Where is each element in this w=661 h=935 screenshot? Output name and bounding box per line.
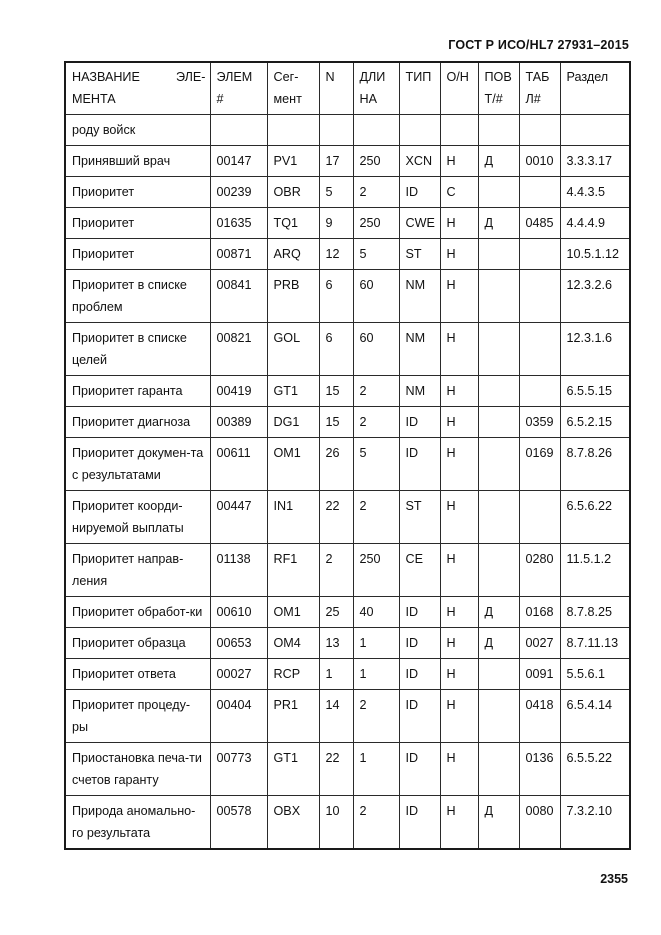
cell-segment: OBX: [267, 796, 319, 850]
cell-element-number: 00389: [210, 407, 267, 438]
cell-n: 22: [319, 743, 353, 796]
header-element-name: [65, 62, 210, 115]
cell-repetition: [478, 407, 519, 438]
header-element-name-line1: НАЗВАНИЕ ЭЛЕ-: [72, 70, 206, 84]
cell-optionality: Н: [440, 597, 478, 628]
cell-type: NM: [399, 323, 440, 376]
cell-element-name: Приоритет в списке проблем: [65, 270, 210, 323]
cell-repetition: [478, 323, 519, 376]
cell-n: 5: [319, 177, 353, 208]
cell-optionality: Н: [440, 690, 478, 743]
cell-element-name: роду войск: [65, 115, 210, 146]
cell-segment: DG1: [267, 407, 319, 438]
table-row: [65, 491, 630, 544]
cell-n: 1: [319, 659, 353, 690]
cell-element-name: Приоритет в списке целей: [65, 323, 210, 376]
cell-n: 10: [319, 796, 353, 850]
cell-n: 9: [319, 208, 353, 239]
table-row: [65, 544, 630, 597]
cell-n: 6: [319, 323, 353, 376]
cell-repetition: [478, 239, 519, 270]
cell-table-number: [519, 270, 560, 323]
cell-element-number: 00821: [210, 323, 267, 376]
cell-element-number: 00871: [210, 239, 267, 270]
cell-optionality: Н: [440, 407, 478, 438]
cell-element-name: Приоритет докумен-та с результатами: [65, 438, 210, 491]
cell-optionality: Н: [440, 438, 478, 491]
cell-optionality: Н: [440, 208, 478, 239]
cell-segment: GT1: [267, 376, 319, 407]
cell-optionality: Н: [440, 544, 478, 597]
table-row: [65, 115, 630, 146]
header-section: Раздел: [560, 62, 630, 115]
cell-section: 8.7.8.26: [560, 438, 630, 491]
cell-optionality: Н: [440, 146, 478, 177]
cell-element-number: 00578: [210, 796, 267, 850]
header-table-number-line2: Л#: [525, 92, 541, 106]
table-row: [65, 177, 630, 208]
cell-table-number: 0027: [519, 628, 560, 659]
table-row: [65, 407, 630, 438]
cell-section: 6.5.6.22: [560, 491, 630, 544]
cell-length: 250: [353, 544, 399, 597]
cell-repetition: [478, 376, 519, 407]
cell-segment: PR1: [267, 690, 319, 743]
cell-length: 1: [353, 659, 399, 690]
cell-length: 2: [353, 407, 399, 438]
table-row: [65, 743, 630, 796]
cell-element-name: Приоритет обработ-ки: [65, 597, 210, 628]
cell-element-name: Приоритет диагноза: [65, 407, 210, 438]
cell-type: NM: [399, 270, 440, 323]
cell-element-number: 00841: [210, 270, 267, 323]
cell-n: 2: [319, 544, 353, 597]
cell-table-number: 0091: [519, 659, 560, 690]
cell-section: 12.3.1.6: [560, 323, 630, 376]
cell-element-name: Приоритет: [65, 239, 210, 270]
data-elements-table: [64, 61, 631, 850]
cell-element-number: 00611: [210, 438, 267, 491]
cell-section: 7.3.2.10: [560, 796, 630, 850]
cell-n: 15: [319, 376, 353, 407]
cell-section: 6.5.4.14: [560, 690, 630, 743]
cell-table-number: [519, 115, 560, 146]
cell-table-number: [519, 323, 560, 376]
cell-type: ID: [399, 597, 440, 628]
cell-segment: GT1: [267, 743, 319, 796]
table-row: [65, 659, 630, 690]
cell-type: XCN: [399, 146, 440, 177]
cell-type: [399, 115, 440, 146]
cell-length: 40: [353, 597, 399, 628]
cell-element-name: Приоритет направ-ления: [65, 544, 210, 597]
cell-length: 250: [353, 208, 399, 239]
header-repetition-line1: ПОВ: [484, 70, 512, 84]
cell-segment: IN1: [267, 491, 319, 544]
header-element-number-line2: #: [216, 92, 224, 106]
cell-segment: GOL: [267, 323, 319, 376]
cell-type: CWE: [399, 208, 440, 239]
cell-table-number: 0169: [519, 438, 560, 491]
cell-optionality: Н: [440, 743, 478, 796]
cell-repetition: [478, 743, 519, 796]
cell-optionality: С: [440, 177, 478, 208]
cell-table-number: [519, 376, 560, 407]
cell-table-number: 0136: [519, 743, 560, 796]
cell-n: 13: [319, 628, 353, 659]
cell-optionality: Н: [440, 239, 478, 270]
cell-repetition: Д: [478, 628, 519, 659]
cell-segment: OM1: [267, 438, 319, 491]
table-row: [65, 323, 630, 376]
cell-section: [560, 115, 630, 146]
cell-n: 17: [319, 146, 353, 177]
header-element-name-line2: МЕНТА: [72, 92, 116, 106]
header-element-number-line1: ЭЛЕМ: [216, 70, 253, 84]
cell-table-number: 0418: [519, 690, 560, 743]
header-table-number: [519, 62, 560, 115]
header-segment: [267, 62, 319, 115]
cell-section: 3.3.3.17: [560, 146, 630, 177]
cell-optionality: Н: [440, 491, 478, 544]
cell-section: 5.5.6.1: [560, 659, 630, 690]
table-row: [65, 438, 630, 491]
cell-segment: OBR: [267, 177, 319, 208]
cell-element-name: Приоритет: [65, 208, 210, 239]
table-row: [65, 270, 630, 323]
cell-type: ST: [399, 239, 440, 270]
cell-section: 12.3.2.6: [560, 270, 630, 323]
cell-element-name: Приостановка печа-ти счетов гаранту: [65, 743, 210, 796]
header-table-number-line1: ТАБ: [525, 70, 550, 84]
cell-type: ID: [399, 177, 440, 208]
cell-repetition: Д: [478, 146, 519, 177]
cell-element-name: Приоритет гаранта: [65, 376, 210, 407]
cell-length: [353, 115, 399, 146]
cell-length: 60: [353, 270, 399, 323]
cell-element-number: 00773: [210, 743, 267, 796]
cell-repetition: [478, 438, 519, 491]
cell-table-number: [519, 491, 560, 544]
cell-length: 250: [353, 146, 399, 177]
cell-element-number: 00027: [210, 659, 267, 690]
cell-type: ID: [399, 628, 440, 659]
cell-type: ID: [399, 659, 440, 690]
cell-element-name: Приоритет процеду-ры: [65, 690, 210, 743]
cell-segment: OM4: [267, 628, 319, 659]
table-row: [65, 208, 630, 239]
cell-section: 8.7.11.13: [560, 628, 630, 659]
cell-n: 26: [319, 438, 353, 491]
cell-table-number: 0359: [519, 407, 560, 438]
cell-table-number: [519, 177, 560, 208]
cell-segment: PV1: [267, 146, 319, 177]
cell-section: 6.5.5.15: [560, 376, 630, 407]
document-standard-title: ГОСТ Р ИСО/HL7 27931–2015: [448, 38, 629, 52]
table-row: [65, 239, 630, 270]
cell-table-number: 0168: [519, 597, 560, 628]
cell-segment: TQ1: [267, 208, 319, 239]
cell-repetition: [478, 491, 519, 544]
cell-repetition: [478, 690, 519, 743]
header-length: [353, 62, 399, 115]
cell-type: ID: [399, 743, 440, 796]
cell-length: 5: [353, 239, 399, 270]
cell-table-number: [519, 239, 560, 270]
cell-table-number: 0485: [519, 208, 560, 239]
cell-element-name: Принявший врач: [65, 146, 210, 177]
header-type: ТИП: [399, 62, 440, 115]
cell-element-name: Приоритет ответа: [65, 659, 210, 690]
cell-type: CE: [399, 544, 440, 597]
page-number: 2355: [600, 872, 628, 886]
cell-section: 11.5.1.2: [560, 544, 630, 597]
header-element-number: [210, 62, 267, 115]
cell-element-name: Приоритет образца: [65, 628, 210, 659]
cell-repetition: [478, 115, 519, 146]
cell-optionality: Н: [440, 376, 478, 407]
cell-section: 6.5.2.15: [560, 407, 630, 438]
cell-optionality: Н: [440, 323, 478, 376]
cell-element-number: 00447: [210, 491, 267, 544]
header-length-line1: ДЛИ: [359, 70, 386, 84]
cell-length: 2: [353, 690, 399, 743]
cell-repetition: Д: [478, 796, 519, 850]
header-segment-line1: Сег-: [273, 70, 299, 84]
cell-length: 1: [353, 628, 399, 659]
table-row: [65, 690, 630, 743]
cell-n: [319, 115, 353, 146]
cell-segment: [267, 115, 319, 146]
cell-optionality: [440, 115, 478, 146]
cell-element-number: 01138: [210, 544, 267, 597]
cell-length: 2: [353, 376, 399, 407]
table-row: [65, 628, 630, 659]
cell-segment: ARQ: [267, 239, 319, 270]
header-n: N: [319, 62, 353, 115]
header-segment-line2: мент: [273, 92, 302, 106]
cell-optionality: Н: [440, 659, 478, 690]
cell-length: 5: [353, 438, 399, 491]
table-body: [65, 115, 630, 850]
cell-element-number: 00610: [210, 597, 267, 628]
cell-length: 2: [353, 177, 399, 208]
cell-type: ST: [399, 491, 440, 544]
cell-section: 4.4.4.9: [560, 208, 630, 239]
cell-section: 4.4.3.5: [560, 177, 630, 208]
cell-section: 8.7.8.25: [560, 597, 630, 628]
table-row: [65, 146, 630, 177]
cell-type: ID: [399, 796, 440, 850]
cell-element-number: 00419: [210, 376, 267, 407]
header-optionality: О/Н: [440, 62, 478, 115]
cell-section: 6.5.5.22: [560, 743, 630, 796]
cell-type: ID: [399, 438, 440, 491]
cell-segment: RCP: [267, 659, 319, 690]
cell-length: 2: [353, 491, 399, 544]
cell-segment: OM1: [267, 597, 319, 628]
cell-n: 25: [319, 597, 353, 628]
cell-element-name: Приоритет: [65, 177, 210, 208]
cell-element-number: 00404: [210, 690, 267, 743]
cell-element-number: [210, 115, 267, 146]
cell-element-number: 00239: [210, 177, 267, 208]
cell-repetition: [478, 270, 519, 323]
cell-optionality: Н: [440, 796, 478, 850]
cell-element-name: Приоритет коорди-нируемой выплаты: [65, 491, 210, 544]
cell-type: ID: [399, 407, 440, 438]
header-repetition-line2: Т/#: [484, 92, 503, 106]
cell-repetition: [478, 544, 519, 597]
cell-segment: RF1: [267, 544, 319, 597]
cell-element-number: 00147: [210, 146, 267, 177]
cell-repetition: [478, 177, 519, 208]
cell-type: NM: [399, 376, 440, 407]
cell-n: 12: [319, 239, 353, 270]
table-row: [65, 597, 630, 628]
header-length-line2: НА: [359, 92, 377, 106]
cell-length: 1: [353, 743, 399, 796]
cell-repetition: Д: [478, 208, 519, 239]
cell-optionality: Н: [440, 628, 478, 659]
cell-n: 6: [319, 270, 353, 323]
cell-length: 60: [353, 323, 399, 376]
cell-table-number: 0010: [519, 146, 560, 177]
cell-table-number: 0280: [519, 544, 560, 597]
cell-optionality: Н: [440, 270, 478, 323]
table-row: [65, 376, 630, 407]
cell-section: 10.5.1.12: [560, 239, 630, 270]
cell-type: ID: [399, 690, 440, 743]
cell-segment: PRB: [267, 270, 319, 323]
cell-repetition: Д: [478, 597, 519, 628]
cell-n: 15: [319, 407, 353, 438]
cell-repetition: [478, 659, 519, 690]
cell-length: 2: [353, 796, 399, 850]
table-header-row: [65, 62, 630, 115]
cell-element-name: Природа аномально-го результата: [65, 796, 210, 850]
table-row: [65, 796, 630, 850]
cell-n: 22: [319, 491, 353, 544]
header-repetition: [478, 62, 519, 115]
cell-element-number: 00653: [210, 628, 267, 659]
cell-table-number: 0080: [519, 796, 560, 850]
cell-element-number: 01635: [210, 208, 267, 239]
cell-n: 14: [319, 690, 353, 743]
